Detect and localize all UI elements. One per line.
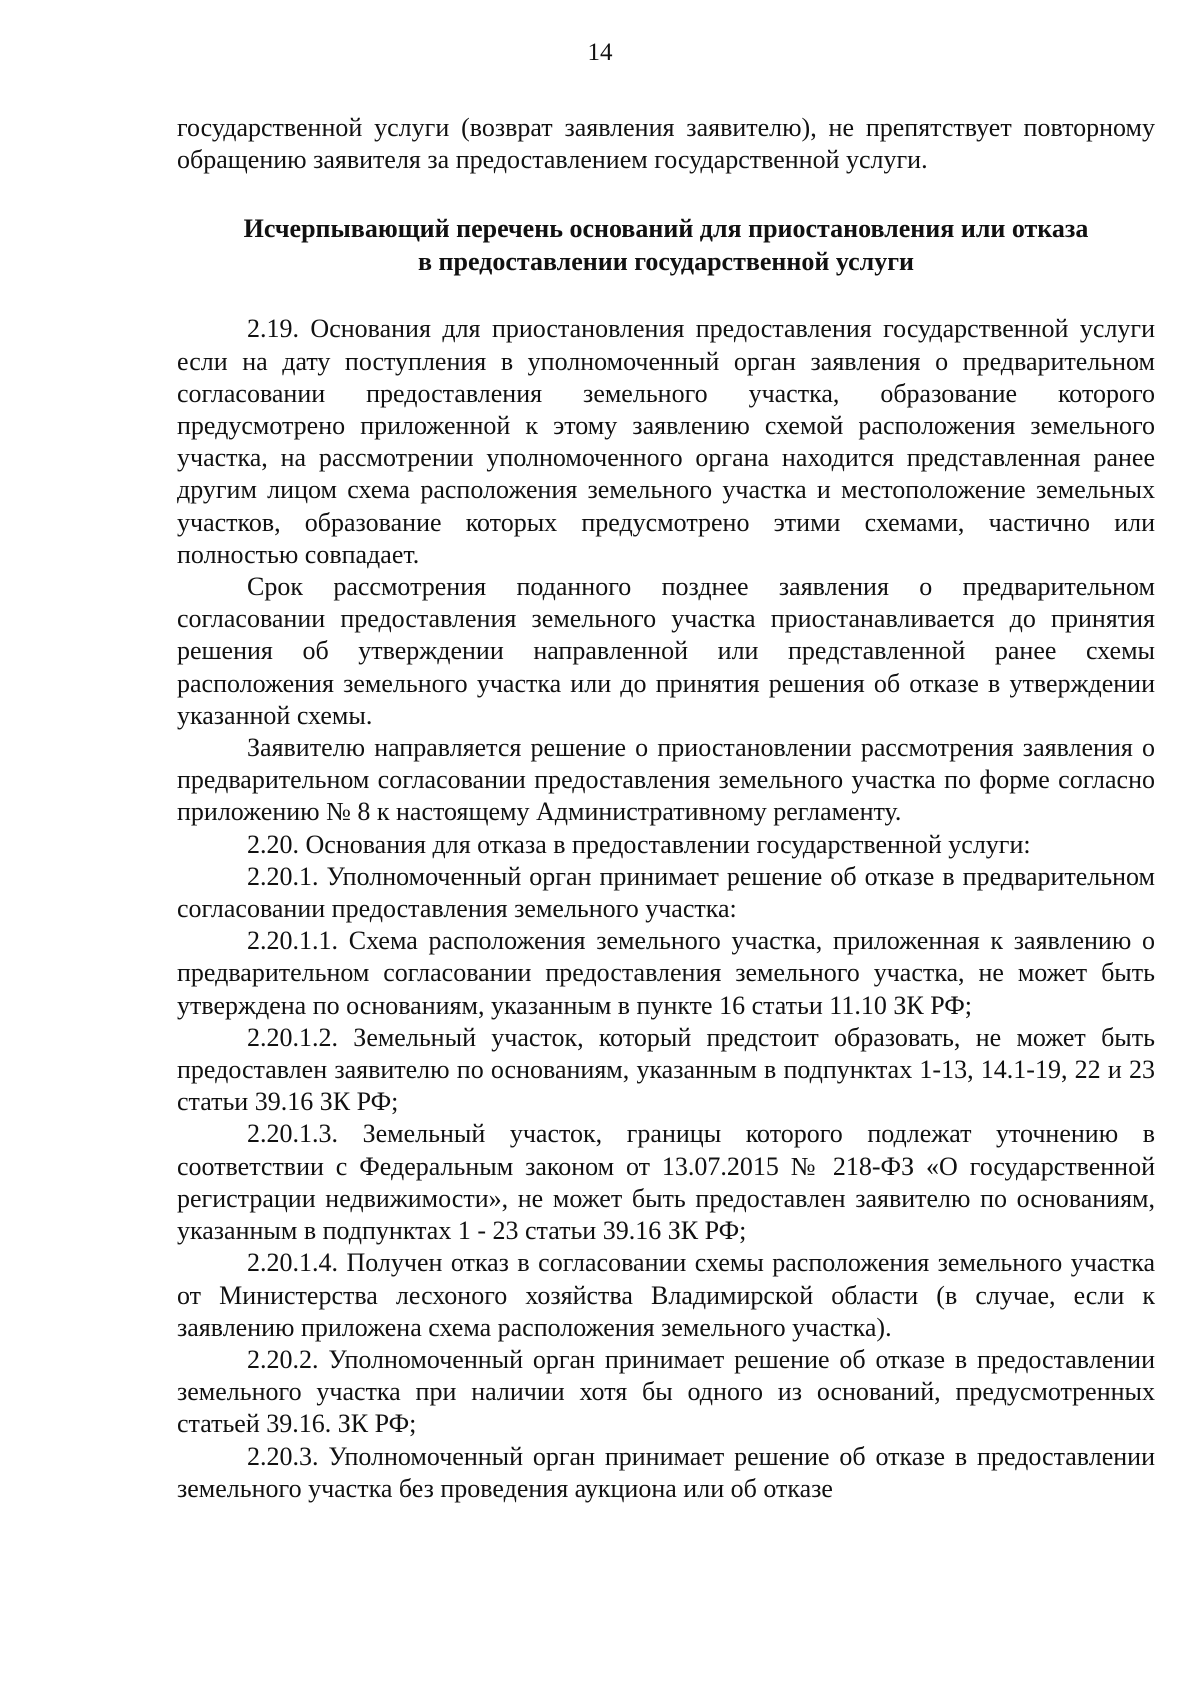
paragraph-2-20-1-2: 2.20.1.2. Земельный участок, который предстоит образовать, не может быть предоставлен заявителю по основаниям, указанным в подпунктах 1-13, 14.1-19, 22 и 23 статьи 39.16 ЗК РФ; (177, 1022, 1155, 1117)
paragraph-suspension-term: Срок рассмотрения поданного позднее заявления о предварительном согласовании предоставления земельного участка приостанавливается до принятия решения об утверждении направленной или представленной ранее схемы расположения земельного участка или до принятия решения об отказе в утверждении указанной схемы. (177, 572, 1155, 730)
paragraph-2-20-1-3: 2.20.1.3. Земельный участок, границы которого подлежат уточнению в соответствии с Федеральным законом от 13.07.2015 № 218-ФЗ «О государственной регистрации недвижимости», не может быть предоставлен заявителю по основаниям, указанным в подпунктах 1 - 23 статьи 39.16 ЗК РФ; (177, 1119, 1155, 1246)
paragraph-2-20-2: 2.20.2. Уполномоченный орган принимает решение об отказе в предоставлении земельного участка при наличии хотя бы одного из оснований, предусмотренных статьей 39.16. ЗК РФ; (177, 1344, 1155, 1439)
intro-paragraph: государственной услуги (возврат заявления заявителю), не препятствует повторному обращению заявителя за предоставлением государственной услуги. (177, 113, 1155, 175)
document-body (177, 112, 1155, 1505)
paragraph-2-20-1-4: 2.20.1.4. Получен отказ в согласовании схемы расположения земельного участка от Министерства лесхоного хозяйства Владимирской области (в случае, если к заявлению приложена схема расположения земельного участка). (177, 1248, 1155, 1342)
paragraph-2-19: 2.19. Основания для приостановления предоставления государственной услуги если на дату поступления в уполномоченный орган заявления о предварительном согласовании предоставления земельного участка, образование которого предусмотрено приложенной к этому заявлению схемой расположения земельного участка, на рассмотрении уполномоченного органа находится представленная ранее другим лицом схема расположения земельного участка и местоположение земельных участков, образование которых предусмотрено этими схемами, частично или полностью совпадает. (177, 314, 1155, 569)
section-heading-line-2: в предоставлении государственной услуги (417, 246, 914, 276)
paragraph-2-20-1: 2.20.1. Уполномоченный орган принимает решение об отказе в предварительном согласовании предоставления земельного участка: (177, 861, 1155, 924)
section-heading-line-1: Исчерпывающий перечень оснований для приостановления или отказа (243, 214, 1089, 244)
paragraph-2-20-3: 2.20.3. Уполномоченный орган принимает решение об отказе в предоставлении земельного участка без проведения аукциона или об отказе (177, 1441, 1155, 1503)
paragraph-2-20: 2.20. Основания для отказа в предоставлении государственной услуги: (247, 829, 1031, 859)
paragraph-2-20-1-1: 2.20.1.1. Схема расположения земельного участка, приложенная к заявлению о предварительном согласовании предоставления земельного участка, не может быть утверждена по основаниям, указанным в пункте 16 статьи 11.10 ЗК РФ; (177, 926, 1155, 1020)
paragraph-suspension-notice: Заявителю направляется решение о приостановлении рассмотрения заявления о предварительном согласовании предоставления земельного участка по форме согласно приложению № 8 к настоящему Административному регламенту. (177, 733, 1155, 827)
section-heading (177, 213, 1155, 278)
page-number: 14 (587, 39, 613, 66)
